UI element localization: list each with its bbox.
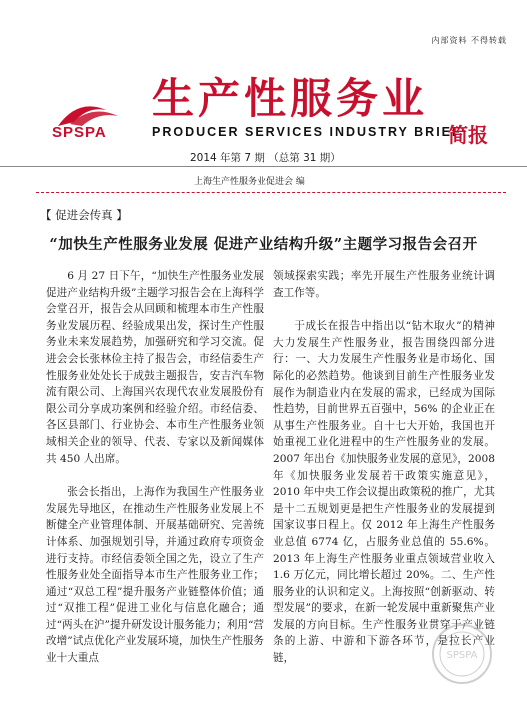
logo-text: SPSPA <box>52 124 107 141</box>
section-tag: 【 促进会传真 】 <box>40 208 128 222</box>
paragraph: 于成长在报告中指出以“钻木取火”的精神大力发展生产性服务业，报告围绕四部分进行：一、大力发展生产性服务业是市场化、国际化的必然趋势。他谈到目前生产性服务业发展作为制造业内在发展的需求，已经成为国际性趋势，目前世界五百强中，56% 的企业正在从事生产性服务业。自十七大开始，我国也开始重视工业化进程中的生产性服务业的发展。2007 年出台《加快服务业发展的意见》，2008 年《加快服务业发展若干政策实施意见》，2010 年中央工作会议提出政策税的推广，尤其是十二五规划更是把生产性服务业的发展提到国家议事日程上。仅 2012 年上海生产性服务业总值 6774 亿，占服务业总值的 55.6%。2013 年上海生产性服务业重点领域营业收入 1.6 万亿元，同比增长超过 20%。二、生产性服务业的认识和定义。上海按照“创新驱动、转型发展”的要求，在新一轮发展中重新聚焦产业发展的方向目标。生产性服务业贯穿于产业链条的上游、中游和下游各环节，是拉长产业链， <box>273 320 495 665</box>
paragraph: 张会长指出，上海作为我国生产性服务业发展先导地区，在推动生产性服务业发展上不断健全产业管理体制、开展基础研究、完善统计体系、加强规划引导，并通过政府专项资金进行支持。市经信委领全国之先，设立了生产性服务业处全面指导本市生产性服务业工作；通过“双总工程”提升服务产业链整体价值；通过“双推工程”促进工业化与信息化融合；通过“两头在沪”提升研发设计服务能力；利用“营改增”试点优化产业发展环境，加快生产性服务业十大重点 <box>46 486 264 665</box>
header-dashed-divider <box>36 192 506 193</box>
publication-subtitle: PRODUCER SERVICES INDUSTRY BRIEF <box>152 125 462 139</box>
publisher: 上海生产性服务业促进会 编 <box>194 177 305 187</box>
article-column-left <box>46 268 264 667</box>
internal-note: 内部资料 不得转载 <box>431 36 507 45</box>
watermark-seal-icon <box>430 622 494 686</box>
header-divider <box>0 166 527 167</box>
article-column-right <box>273 268 495 667</box>
paragraph: 6 月 27 日下午，“加快生产性服务业发展 促进产业结构升级”主题学习报告会在上海科学会堂召开，报告会从回顾和梳理本市生产性服务业发展历程、经验成果出发，探讨生产性服务业未来发展趋势，加强研究和学习交流。促进会会长张林俭主持了报告会，市经信委生产性服务业处处长于成鼓主题报告，安吉汽车物流有限公司、上海国兴农现代农业发展股份有限公司分享成功案例和经验介绍。市经信委、各区县部门、行业协会、本市生产性服务业领域相关企业的领导、代表、专家以及新闻媒体共 450 人出席。 <box>46 270 264 465</box>
paragraph: 领域探索实践；率先开展生产性服务业统计调查工作等。 <box>273 270 495 299</box>
svg-text:SPSPA: SPSPA <box>446 650 478 661</box>
brief-label: 简报 <box>448 123 488 147</box>
article-headline: “加快生产性服务业发展 促进产业结构升级”主题学习报告会召开 <box>49 236 478 253</box>
issue-number: 2014 年第 7 期 （总第 31 期） <box>190 152 341 164</box>
publication-title: 生产性服务业 <box>152 74 429 123</box>
